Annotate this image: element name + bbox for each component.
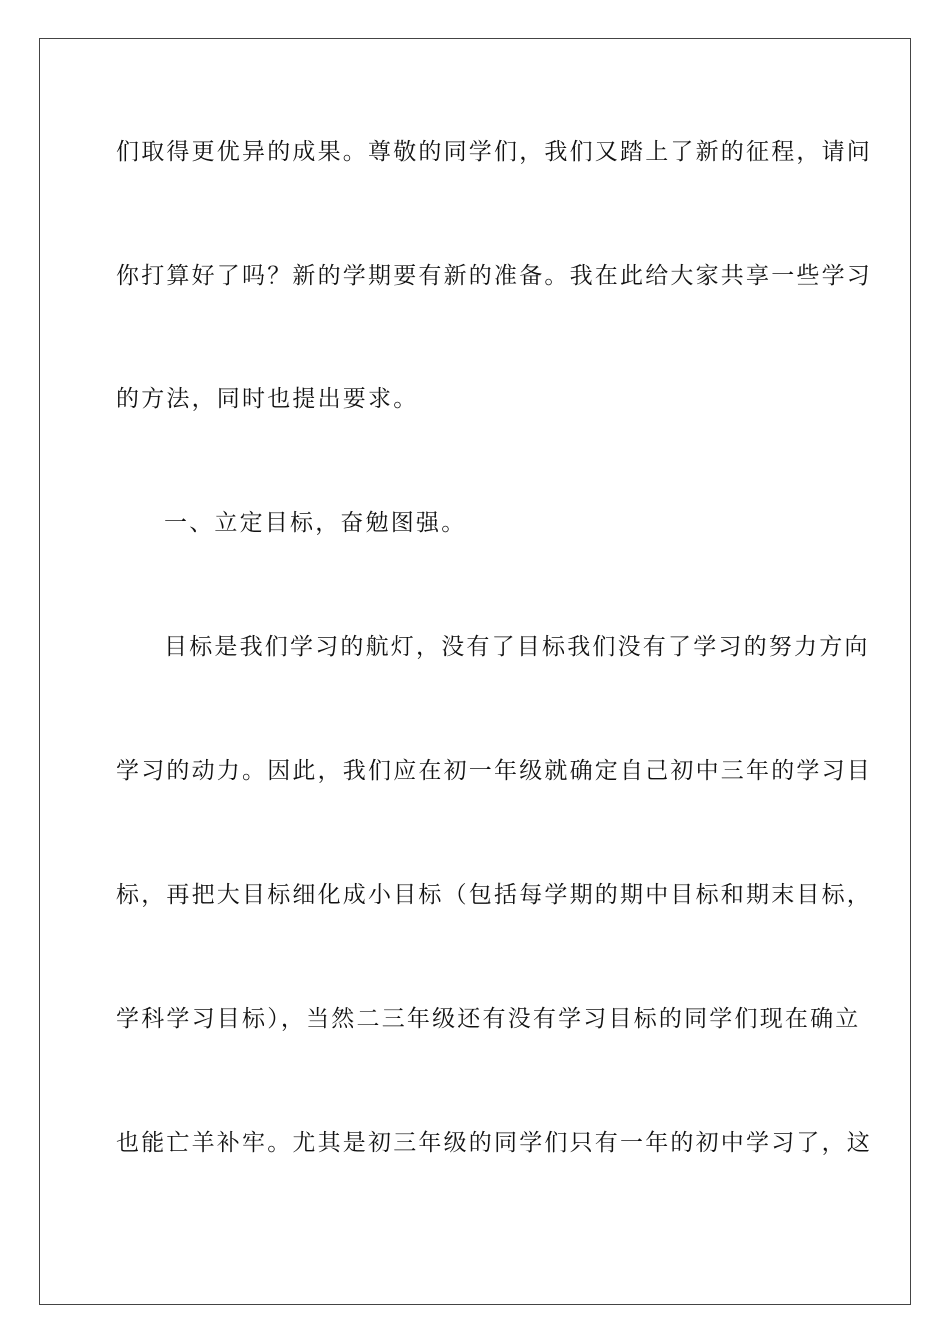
- text-line: 也能亡羊补牢。尤其是初三年级的同学们只有一年的初中学习了，这: [116, 1130, 872, 1156]
- page-border: [39, 38, 911, 1305]
- text-line: 标，再把大目标细化成小目标（包括每学期的期中目标和期末目标，: [116, 882, 872, 908]
- text-line: 们取得更优异的成果。尊敬的同学们，我们又踏上了新的征程，请问: [116, 139, 872, 165]
- section-heading: 一、立定目标，奋勉图强。: [164, 510, 467, 536]
- text-line: 的方法，同时也提出要求。: [116, 386, 419, 412]
- text-line: 学习的动力。因此，我们应在初一年级就确定自己初中三年的学习目: [116, 758, 872, 784]
- text-line: 学科学习目标），当然二三年级还有没有学习目标的同学们现在确立: [116, 1006, 861, 1032]
- text-line: 你打算好了吗？新的学期要有新的准备。我在此给大家共享一些学习: [116, 263, 872, 289]
- text-line: 目标是我们学习的航灯，没有了目标我们没有了学习的努力方向: [164, 634, 870, 660]
